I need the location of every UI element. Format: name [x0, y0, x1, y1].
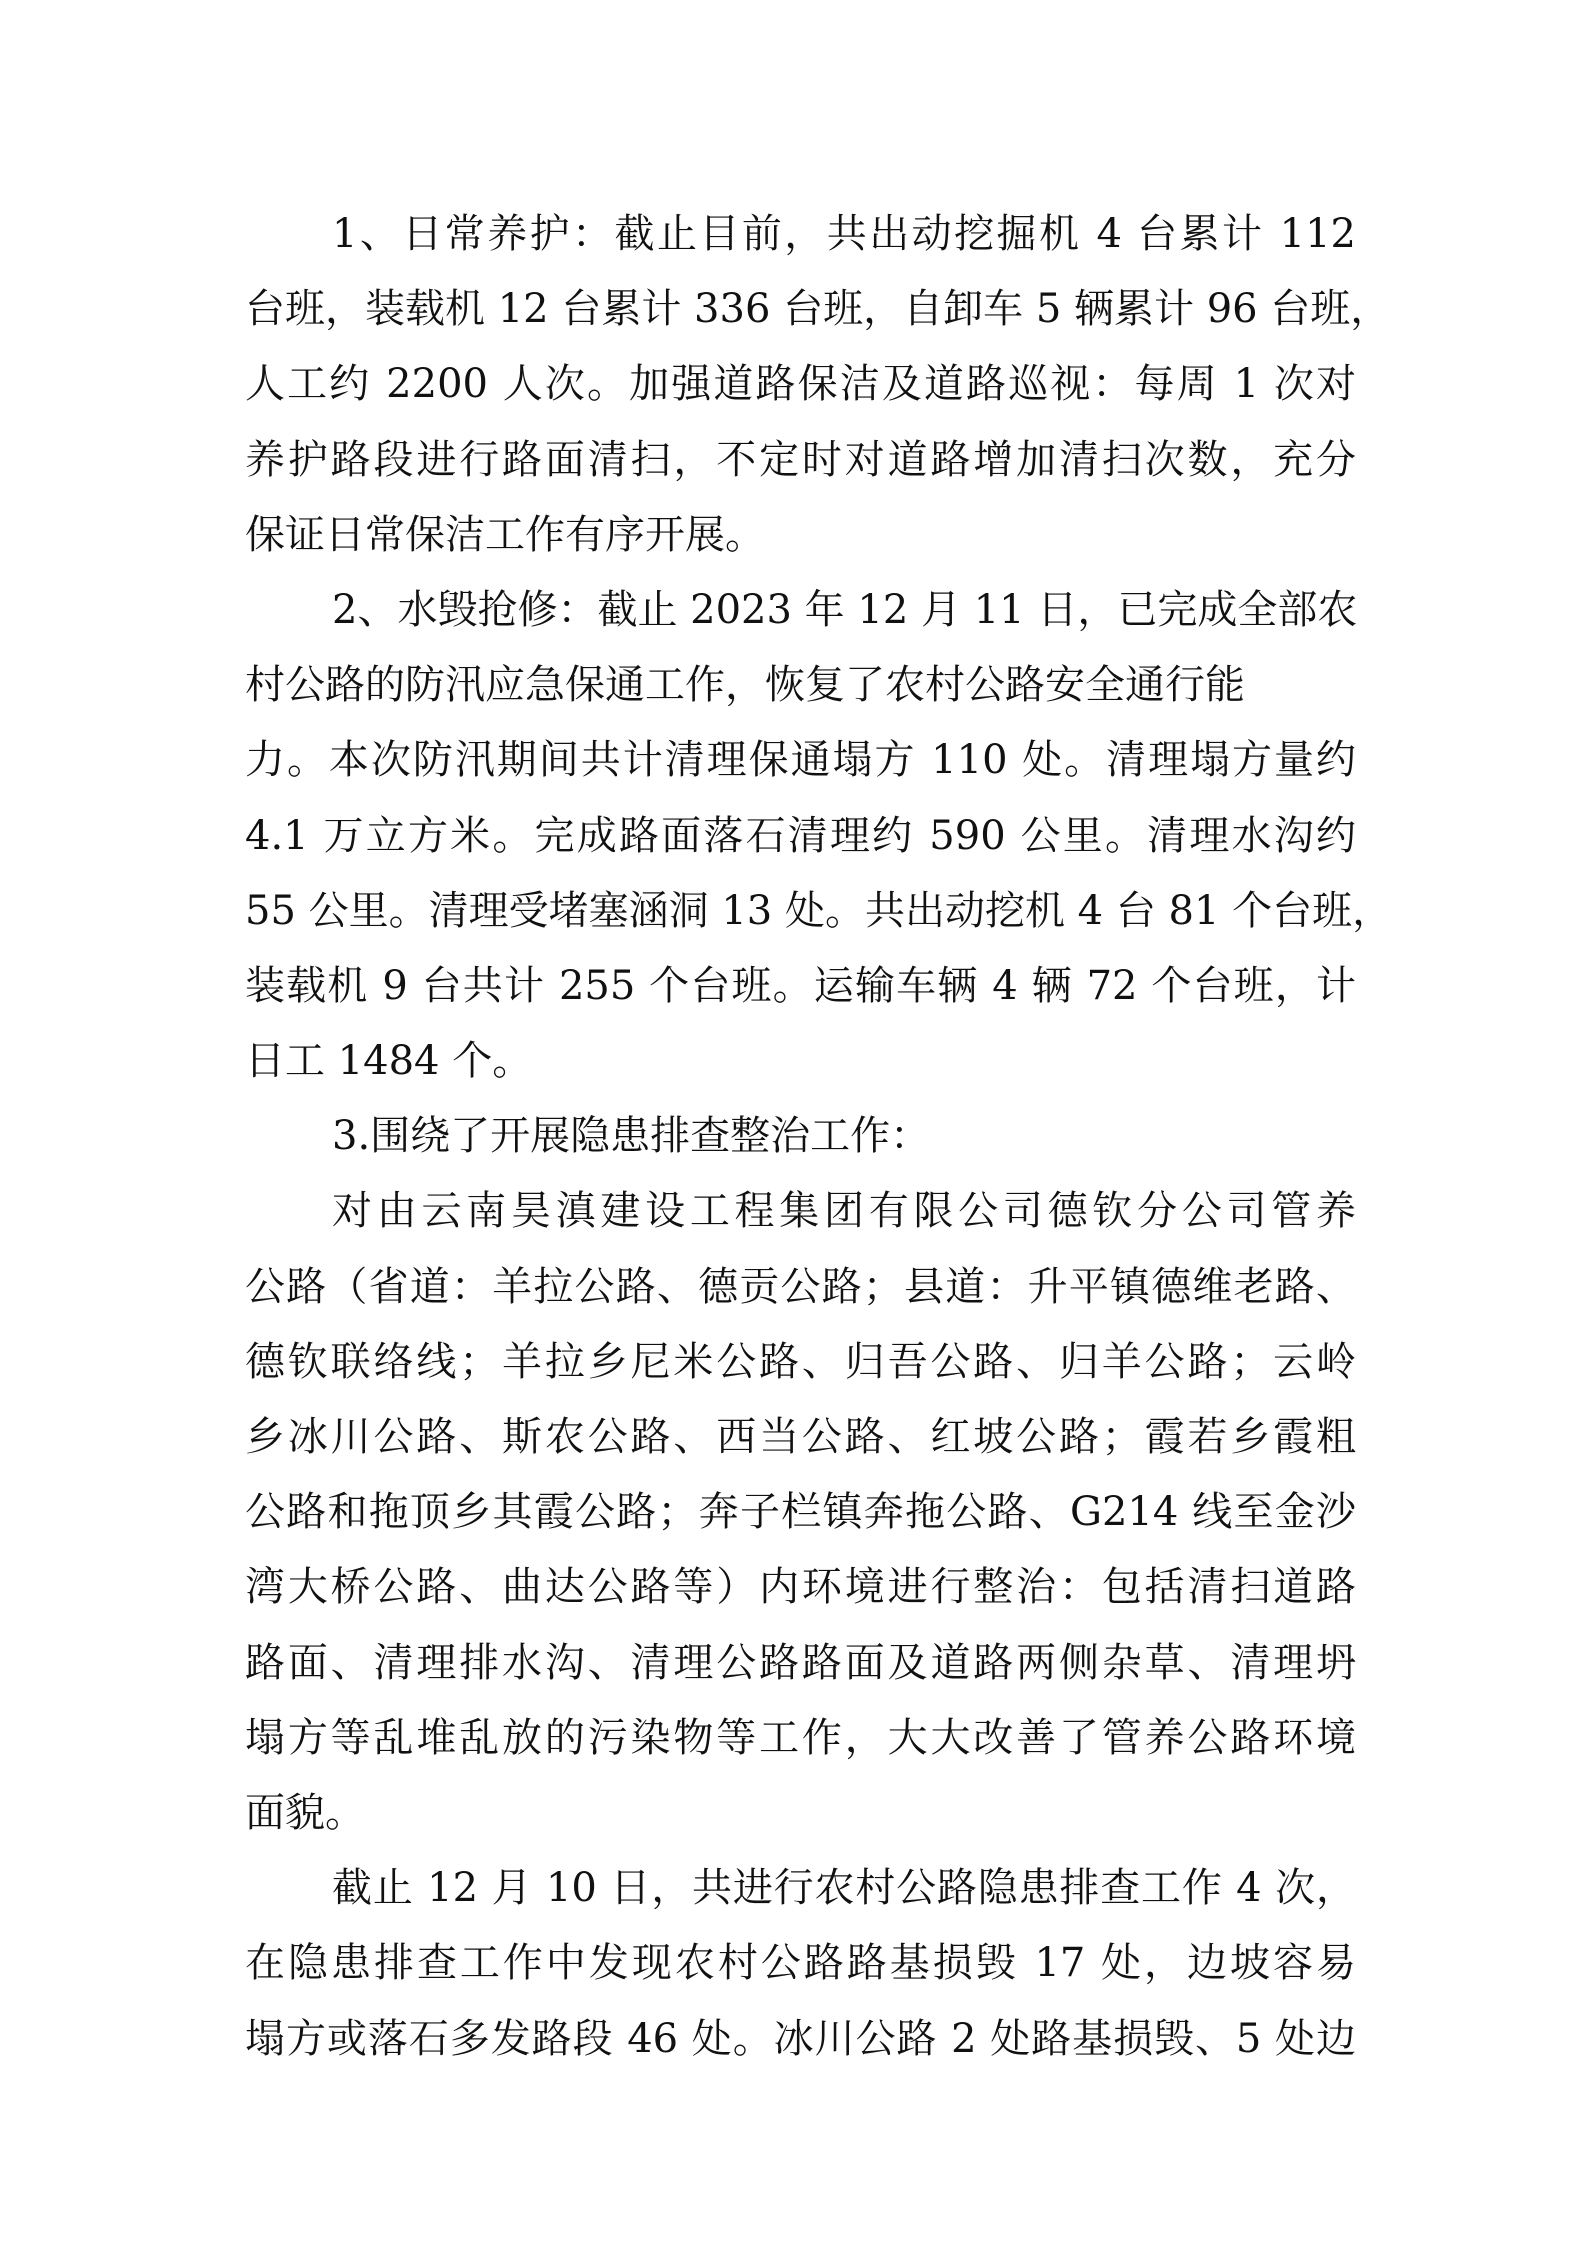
text-line: 台班，装载机 12 台累计 336 台班，自卸车 5 辆累计 96 台班，: [245, 286, 1391, 333]
text-line: 2、水毁抢修：截止 2023 年 12 月 11 日，已完成全部农: [332, 586, 1358, 633]
text-line: 在隐患排查工作中发现农村公路路基损毁 17 处，边坡容易: [245, 1940, 1356, 1987]
text-line: 1、日常养护：截止目前，共出动挖掘机 4 台累计 112: [332, 211, 1356, 257]
text-line: 力。本次防汛期间共计清理保通塌方 110 处。清理塌方量约: [245, 737, 1356, 784]
text-line: 公路和拖顶乡其霞公路；奔子栏镇奔拖公路、G214 线至金沙: [245, 1489, 1356, 1536]
text-line: 对由云南昊滇建设工程集团有限公司德钦分公司管养: [332, 1188, 1356, 1235]
text-line: 路面、清理排水沟、清理公路路面及道路两侧杂草、清理坍: [245, 1639, 1356, 1686]
text-line: 德钦联络线；羊拉乡尼米公路、归吾公路、归羊公路；云岭: [245, 1338, 1356, 1385]
text-line: 截止 12 月 10 日，共进行农村公路隐患排查工作 4 次，: [332, 1865, 1356, 1912]
text-line: 人工约 2200 人次。加强道路保洁及道路巡视：每周 1 次对: [245, 361, 1356, 408]
document-body: [245, 197, 1393, 2077]
text-line: 乡冰川公路、斯农公路、西当公路、红坡公路；霞若乡霞粗: [245, 1414, 1356, 1460]
text-line: 村公路的防汛应急保通工作，恢复了农村公路安全通行能: [245, 662, 1245, 709]
text-line: 塌方或落石多发路段 46 处。冰川公路 2 处路基损毁、5 处边: [245, 2015, 1356, 2062]
text-line: 装载机 9 台共计 255 个台班。运输车辆 4 辆 72 个台班，计: [245, 962, 1356, 1009]
text-line: 塌方等乱堆乱放的污染物等工作，大大改善了管养公路环境: [245, 1714, 1356, 1761]
text-line: 保证日常保洁工作有序开展。: [245, 511, 765, 558]
text-line: 养护路段进行路面清扫，不定时对道路增加清扫次数，充分: [245, 436, 1356, 483]
text-line: 55 公里。清理受堵塞涵洞 13 处。共出动挖机 4 台 81 个台班，: [245, 887, 1393, 934]
text-line: 4.1 万立方米。完成路面落石清理约 590 公里。清理水沟约: [245, 812, 1356, 859]
text-line: 面貌。: [245, 1789, 365, 1836]
text-line: 3.围绕了开展隐患排查整治工作：: [332, 1113, 931, 1160]
text-line: 湾大桥公路、曲达公路等）内环境进行整治：包括清扫道路: [245, 1564, 1356, 1611]
text-line: 日工 1484 个。: [245, 1038, 533, 1085]
text-line: 公路（省道：羊拉公路、德贡公路；县道：升平镇德维老路、: [245, 1263, 1356, 1310]
